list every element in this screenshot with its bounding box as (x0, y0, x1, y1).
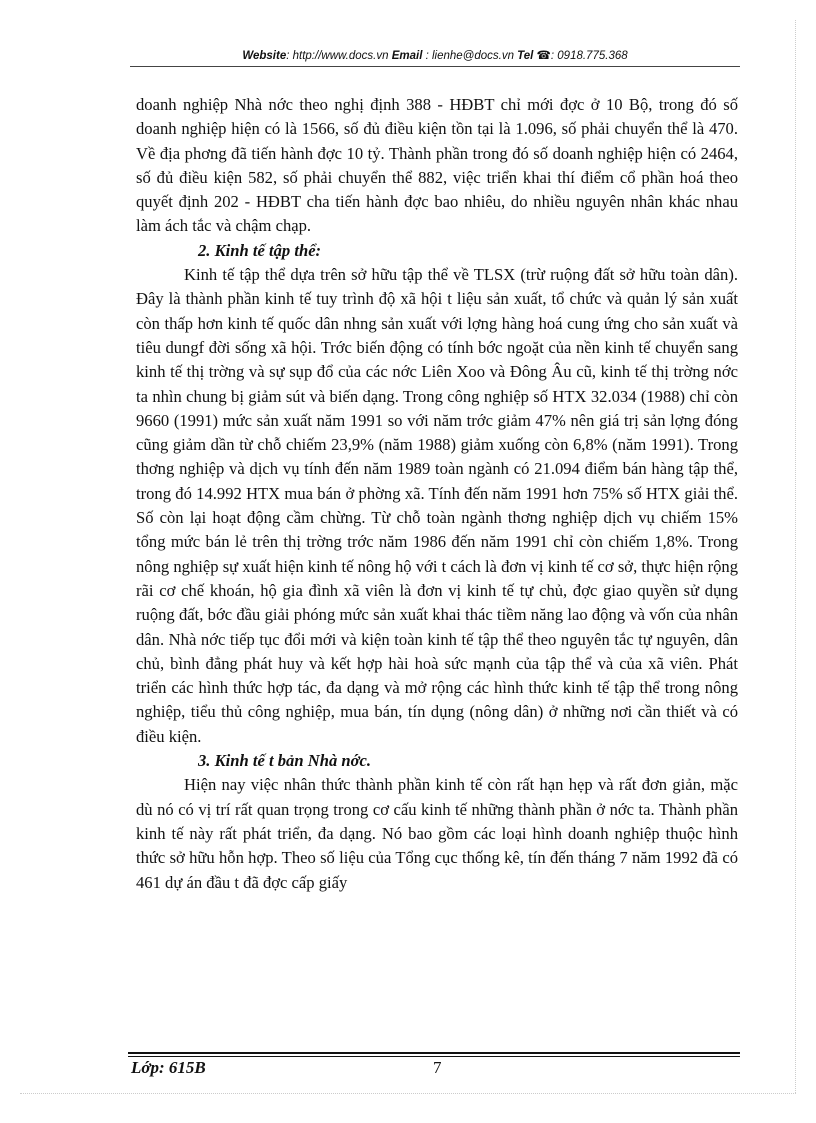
email-address: : lienhe@docs.vn (422, 50, 518, 62)
page-header (130, 48, 740, 62)
tel-label: Tel ☎ (517, 50, 551, 62)
document-body (136, 93, 738, 895)
website-label: Website (242, 50, 287, 62)
page-edge-bottom (20, 1093, 796, 1094)
email-label: Email (391, 50, 423, 62)
paragraph-state-capitalism: Hiện nay việc nhân thức thành phần kinh tế còn rất hạn hẹp và rất đơn giản, mặc dù nó có vị trí rất quan trọng trong cơ cấu kinh tế những thành phần ở nớc ta. Thành phần kinh tế này rất phát triển, đa dạng. Nó bao gồm các loại hình doanh nghiệp thuộc hình thức sở hữu hỗn hợp. Theo số liệu của Tổng cục thống kê, tín đến tháng 7 năm 1992 đã có 461 dự án đầu t đã đợc cấp giấy (136, 775, 738, 892)
paragraph-intro: doanh nghiệp Nhà nớc theo nghị định 388 - HĐBT chỉ mới đợc ở 10 Bộ, trong đó số doanh nghiệp hiện có là 1566, số đủ điều kiện tồn tại là 1.096, số phải chuyển thể là 470. Về địa phơng đã tiến hành đợc 10 tỷ. Thành phần trong đó số doanh nghiệp hiện có 2464, số đủ điều kiện 582, số phải chuyển thể 882, việc triển khai thí điểm cổ phần hoá theo quyết định 202 - HĐBT cha tiến hành đợc bao nhiêu, do nhiều nguyên nhân khác nhau làm ách tắc và chậm chạp. (136, 95, 738, 236)
website-url: : http://www.docs.vn (286, 50, 392, 62)
footer-divider-thick (128, 1052, 740, 1054)
tel-number: : 0918.775.368 (550, 50, 628, 62)
section-heading-collective-economy: 2. Kinh tế tập thể: (198, 240, 322, 260)
paragraph-collective-economy: Kinh tế tập thể dựa trên sở hữu tập thể về TLSX (trừ ruộng đất sở hữu toàn dân). Đây là thành phần kinh tế tuy trình độ xã hội t liệu sản xuất, tổ chức và quản lý sản xuất còn thấp hơn kinh tế quốc dân nhng sản xuất với lợng hàng hoá cung ứng cho sản xuất và tiêu dungf đời sống xã hội. Trớc biến động có tính bớc ngoặt của nền kinh tế chuyển sang kinh tế thị trờng và sự sụp đổ của các nớc Liên Xoo và Đông Âu cũ, kinh tế thị trờng nớc ta nhìn chung bị giảm sút và biến dạng. Trong công nghiệp số HTX 32.034 (1988) chỉ còn 9660 (1991) mức sản xuất năm 1991 so với năm trớc giảm 47% nên giá trị sản lợng đóng cũng giảm dần từ chỗ chiếm 23,9% (năm 1988) giảm xuống còn 6,8% (năm 1991). Trong thơng nghiệp và dịch vụ tính đến năm 1989 toàn ngành có 21.094 điểm bán hàng tập thể, trong đó 14.992 HTX mua bán ở phờng xã. Tính đến năm 1991 hơn 75% số HTX giải thể. Số còn lại hoạt động cầm chừng. Từ chỗ toàn ngành thơng nghiệp dịch vụ chiếm 15% tổng mức bán lẻ trên thị trờng trớc năm 1986 đến năm 1991 chỉ còn chiếm 1,8%. Trong nông nghiệp sự xuất hiện kinh tế nông hộ với t cách là đơn vị kinh tế cơ sở, thực hiện rộng rãi cơ chế khoán, hộ gia đình xã viên là đơn vị kinh tế tự chủ, đợc giao quyền sử dụng ruộng đất, bớc đầu giải phóng mức sản xuất khai thác tiềm năng lao động và vốn của nhân dân. Nhà nớc tiếp tục đổi mới và kiện toàn kinh tế tập thể theo nguyên tắc tự nguyên, dân chủ, bình đẳng phát huy và kết hợp hài hoà sức mạnh của tập thể và của xã viên. Phát triển các hình thức hợp tác, đa dạng và mở rộng các hình thức kinh tế tập thể trong nông nghiệp, tiểu thủ công nghiệp, mua bán, tín dụng (nông dân) ở những nơi cần thiết và có điều kiện. (136, 265, 738, 746)
page-number: 7 (433, 1058, 442, 1077)
header-divider (130, 66, 740, 67)
page-edge-right (795, 20, 796, 1093)
footer-divider-thin (128, 1056, 740, 1057)
footer-class-label: Lớp: 615B (131, 1058, 206, 1077)
section-heading-state-capitalism: 3. Kinh tế t bản Nhà nớc. (198, 751, 372, 771)
